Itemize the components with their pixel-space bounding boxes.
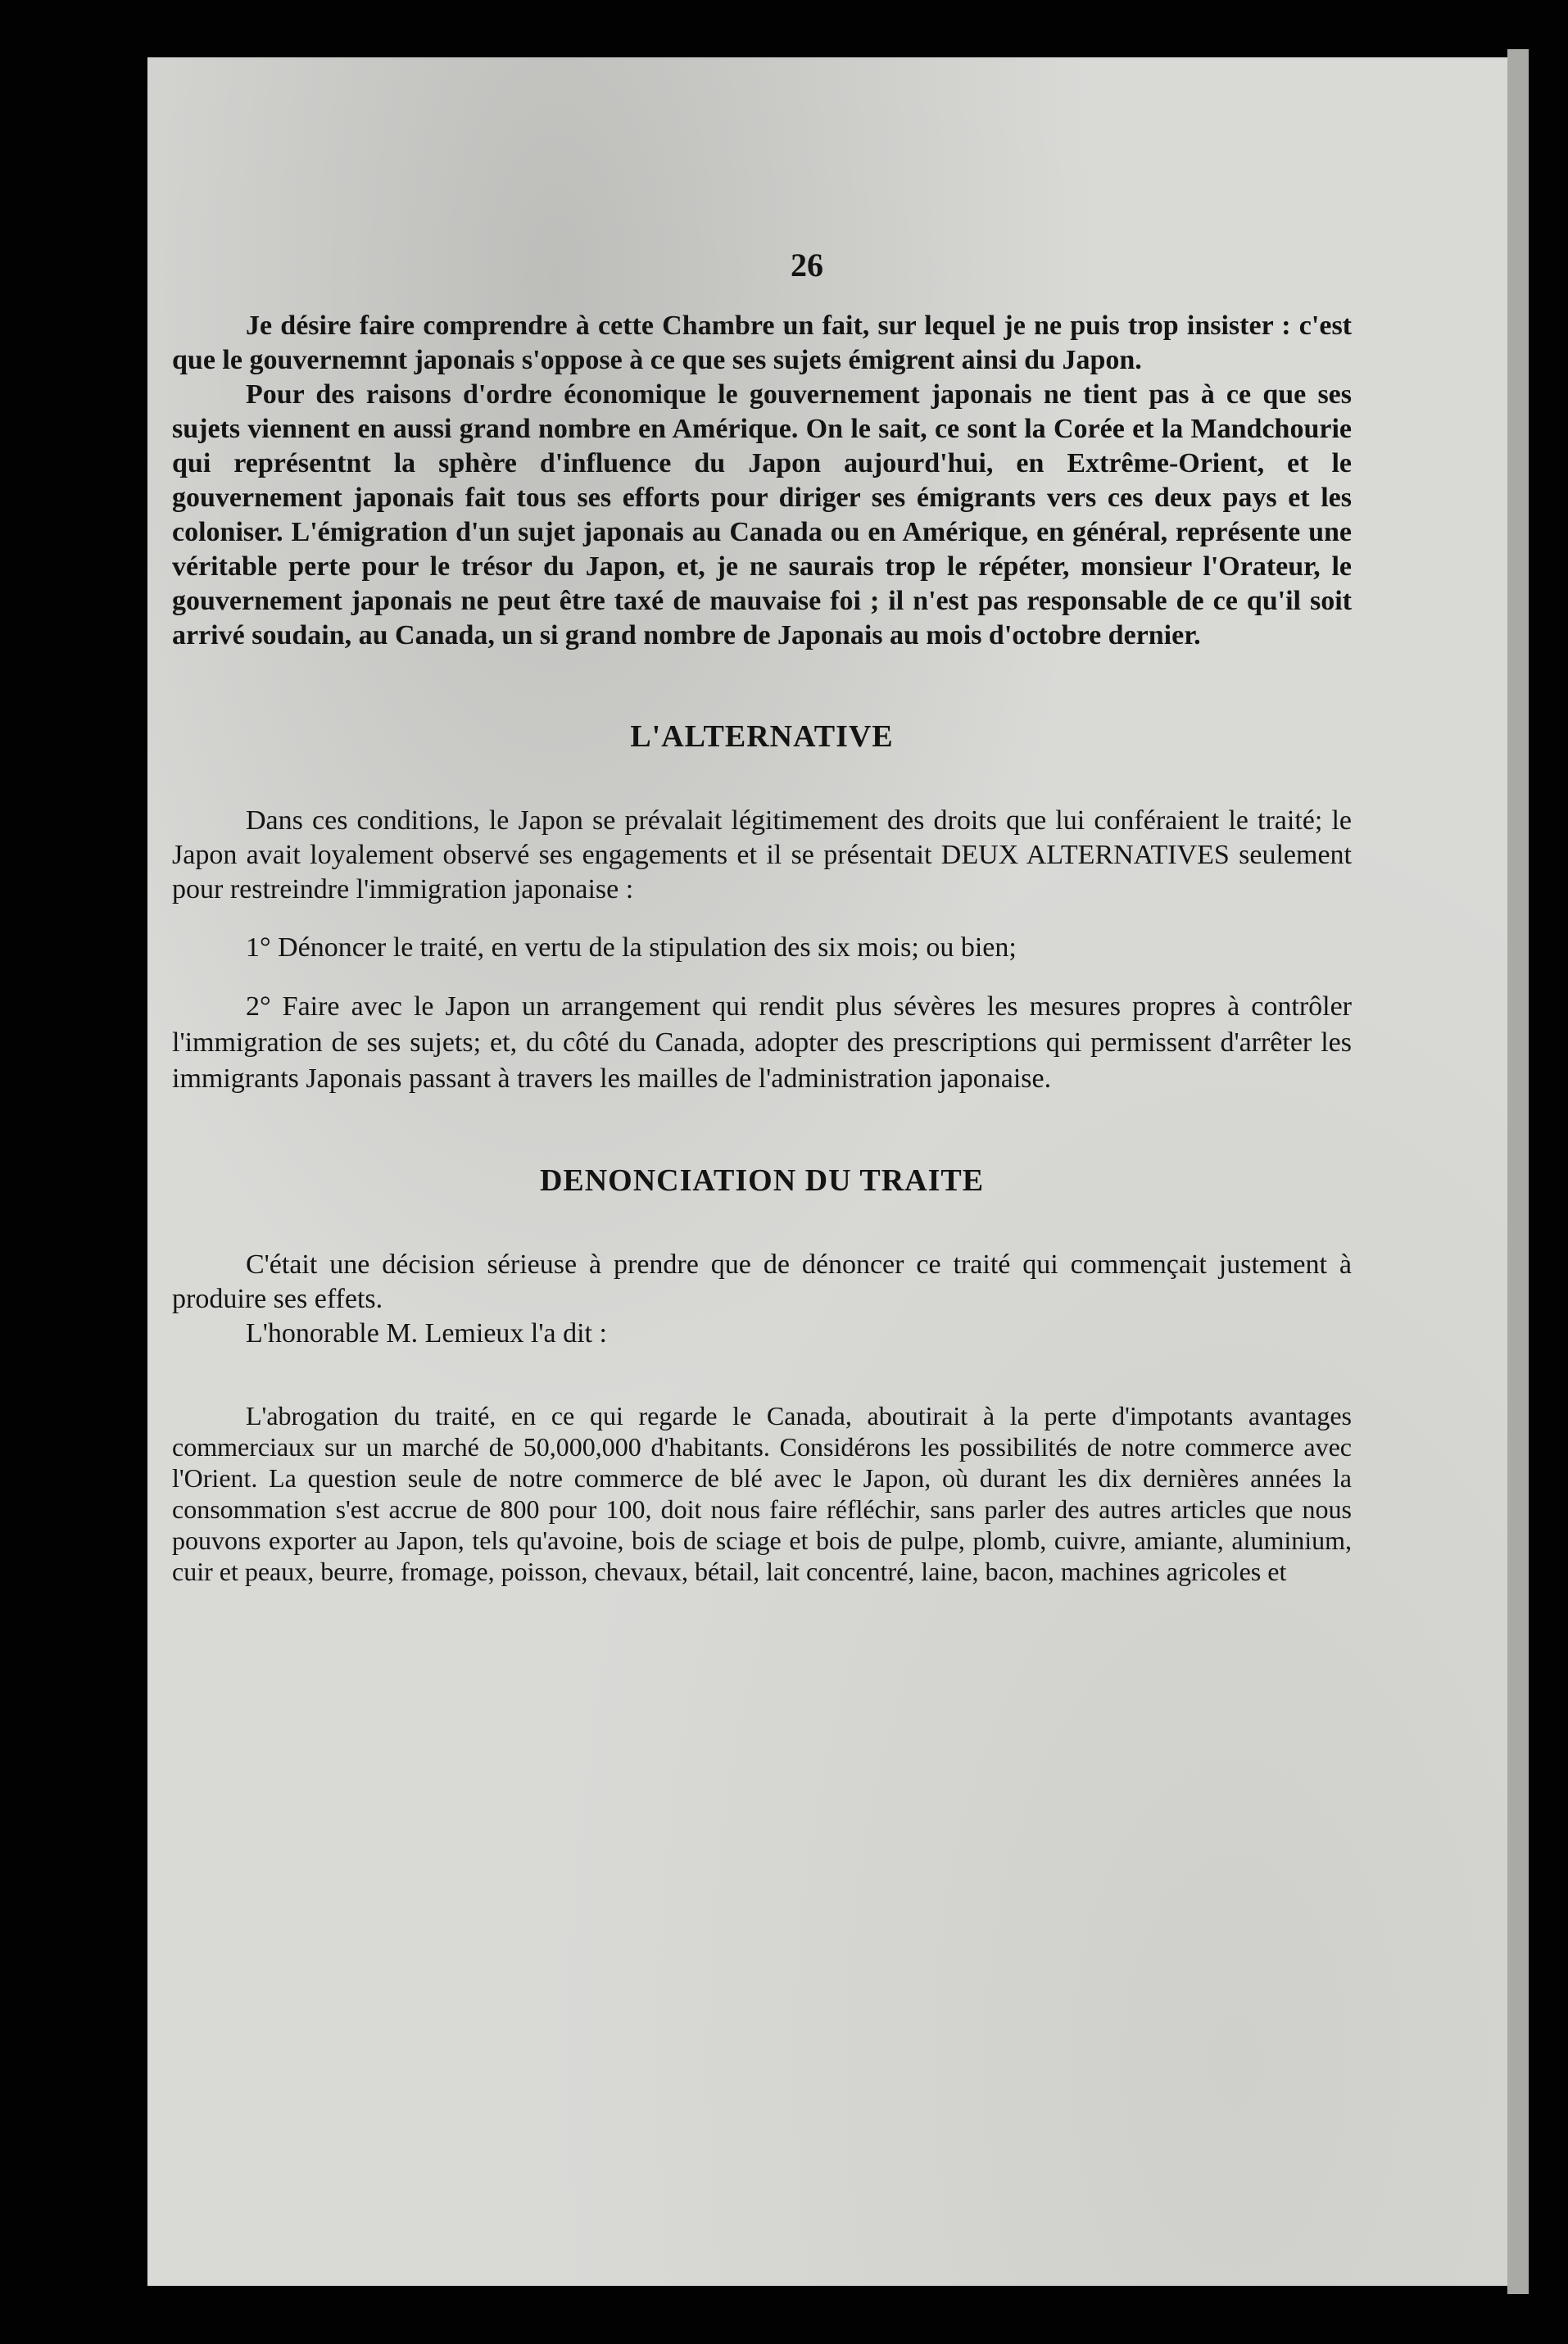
- alternative-item-1: 1° Dénoncer le traité, en vertu de la stipulation des six mois; ou bien;: [246, 932, 1017, 963]
- intro-paragraph-2: Pour des raisons d'ordre économique le gouvernement japonais ne tient pas à ce que ses sujets viennent en aussi grand nombre en Amérique. On le sait, ce sont la Corée et la Mandchourie qui représentnt la sphère d'influence du Japon aujourd'hui, en Extrême-Orient, et le gouvernement japonais fait tous ses efforts pour diriger ses émigrants vers ces deux pays et les coloniser. L'émigration d'un sujet japonais au Canada ou en Amérique, en général, représente une véritable perte pour le trésor du Japon, et, je ne saurais trop le répéter, monsieur l'Orateur, le gouvernement japonais ne peut être taxé de mauvaise foi ; il n'est pas responsable de ce qu'il soit arrivé soudain, au Canada, un si grand nombre de Japonais au mois d'octobre dernier.: [172, 379, 1352, 651]
- section-heading-alternative: L'ALTERNATIVE: [630, 719, 894, 754]
- lemieux-quote: L'abrogation du traité, en ce qui regarde le Canada, aboutirait à la perte d'impotants avantages commerciaux sur un marché de 50,000,000 d'habitants. Considérons les possibilités de notre commerce avec l'Orient. La question seule de notre commerce de blé avec le Japon, où durant les dix dernières années la consommation s'est accrue de 800 pour 100, doit nous faire réfléchir, sans parler des autres articles que nous pouvons exporter au Japon, tels qu'avoine, bois de sciage et bois de pulpe, plomb, cuivre, amiante, aluminium, cuir et peaux, beurre, fromage, poisson, chevaux, bétail, lait concentré, laine, bacon, machines agricoles et: [172, 1401, 1352, 1586]
- section-heading-denonciation: DENONCIATION DU TRAITE: [539, 1163, 985, 1198]
- alternative-item-2: 2° Faire avec le Japon un arrangement qui rendit plus sévères les mesures propres à contrôler l'immigration de ses sujets; et, du côté du Canada, adopter des prescriptions qui permissent d'arrêter les immigrants Japonais passant à travers les mailles de l'administration japonaise.: [172, 991, 1352, 1094]
- facing-page-edge: [1507, 49, 1529, 2294]
- intro-paragraph-1: Je désire faire comprendre à cette Chambre un fait, sur lequel je ne puis trop insister : c'est que le gouvernemnt japonais s'oppose à ce que ses sujets émigrent ainsi du Japon.: [172, 311, 1352, 375]
- denonciation-paragraph-2: L'honorable M. Lemieux l'a dit :: [246, 1318, 607, 1349]
- page-content: [172, 213, 1352, 1587]
- page-number: 26: [791, 247, 823, 283]
- alternative-paragraph: Dans ces conditions, le Japon se prévalait légitimement des droits que lui conféraient le traité; le Japon avait loyalement observé ses engagements et il se présentait DEUX ALTERNATIVES seulement pour restreindre l'immigration japonaise :: [172, 805, 1352, 905]
- denonciation-paragraph-1: C'était une décision sérieuse à prendre que de dénoncer ce traité qui commençait justement à produire ses effets.: [172, 1249, 1352, 1314]
